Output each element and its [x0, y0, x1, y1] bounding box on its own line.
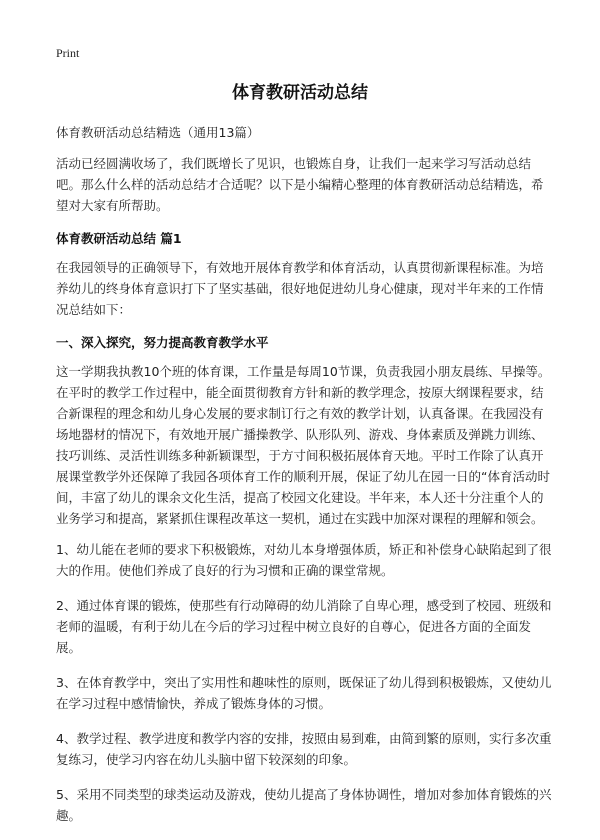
document-subtitle: 体育教研活动总结精选（通用13篇）: [56, 125, 260, 140]
article-heading: 体育教研活动总结 篇1: [56, 231, 182, 246]
article-intro-paragraph: 在我园领导的正确领导下，有效地开展体育教学和体育活动，认真贯彻新课程标准。为培养幼儿的终身体育意识打下了坚实基础，很好地促进幼儿身心健康，现对半年来的工作情况总结如下：: [56, 260, 544, 317]
document-title: 体育教研活动总结: [232, 83, 368, 103]
list-item: 2、通过体育课的锻炼，使那些有行动障碍的幼儿消除了自卑心理，感受到了校园、班级和老师的温暖，有利于幼儿在今后的学习过程中树立良好的自尊心，促进各方面的全面发展。: [56, 598, 552, 655]
list-item: 3、在体育教学中，突出了实用性和趣味性的原则，既保证了幼儿得到积极锻炼，又使幼儿在学习过程中感情愉快，养成了锻炼身体的习惯。: [56, 675, 552, 711]
list-item: 1、幼儿能在老师的要求下积极锻炼，对幼儿本身增强体质，矫正和补偿身心缺陷起到了很大的作用。使他们养成了良好的行为习惯和正确的课堂常规。: [56, 542, 552, 578]
list-item: 4、教学过程、教学进度和教学内容的安排，按照由易到难，由简到繁的原则，实行多次重复练习，使学习内容在幼儿头脑中留下较深刻的印象。: [56, 731, 552, 767]
section-body-paragraph: 这一学期我执教10个班的体育课，工作量是每周10节课，负责我园小朋友晨练、早操等。在平时的教学工作过程中，能全面贯彻教育方针和新的教学理念，按原大纲课程要求，结合新课程的理念和幼儿身心发展的要求制订行之有效的教学计划，认真备课。在我园没有场地器材的情况下，有效地开展广播操教学、队形队列、游戏、身体素质及弹跳力训练、技巧训练、灵活性训练多种新颖课型，于方寸间积极拓展体育天地。平时工作除了认真开展课堂教学外还保障了我园各项体育工作的顺利开展，保证了幼儿在园一日的“体育活动时间，丰富了幼儿的课余文化生活，提高了校园文化建设。半年来，本人还十分注重个人的业务学习和提高，紧紧抓住课程改革这一契机，通过在实践中加深对课程的理解和领会。: [56, 364, 551, 526]
print-link[interactable]: Print: [56, 46, 80, 60]
section-heading: 一、深入探究，努力提高教育教学水平: [56, 335, 269, 350]
list-item: 5、采用不同类型的球类运动及游戏，使幼儿提高了身体协调性，增加对参加体育锻炼的兴趣。: [56, 787, 552, 823]
document-body: [56, 122, 555, 840]
intro-paragraph: 活动已经圆满收场了，我们既增长了见识，也锻炼自身，让我们一起来学习写活动总结吧。那么什么样的活动总结才合适呢？以下是小编精心整理的体育教研活动总结精选，希望对大家有所帮助。: [56, 156, 544, 213]
